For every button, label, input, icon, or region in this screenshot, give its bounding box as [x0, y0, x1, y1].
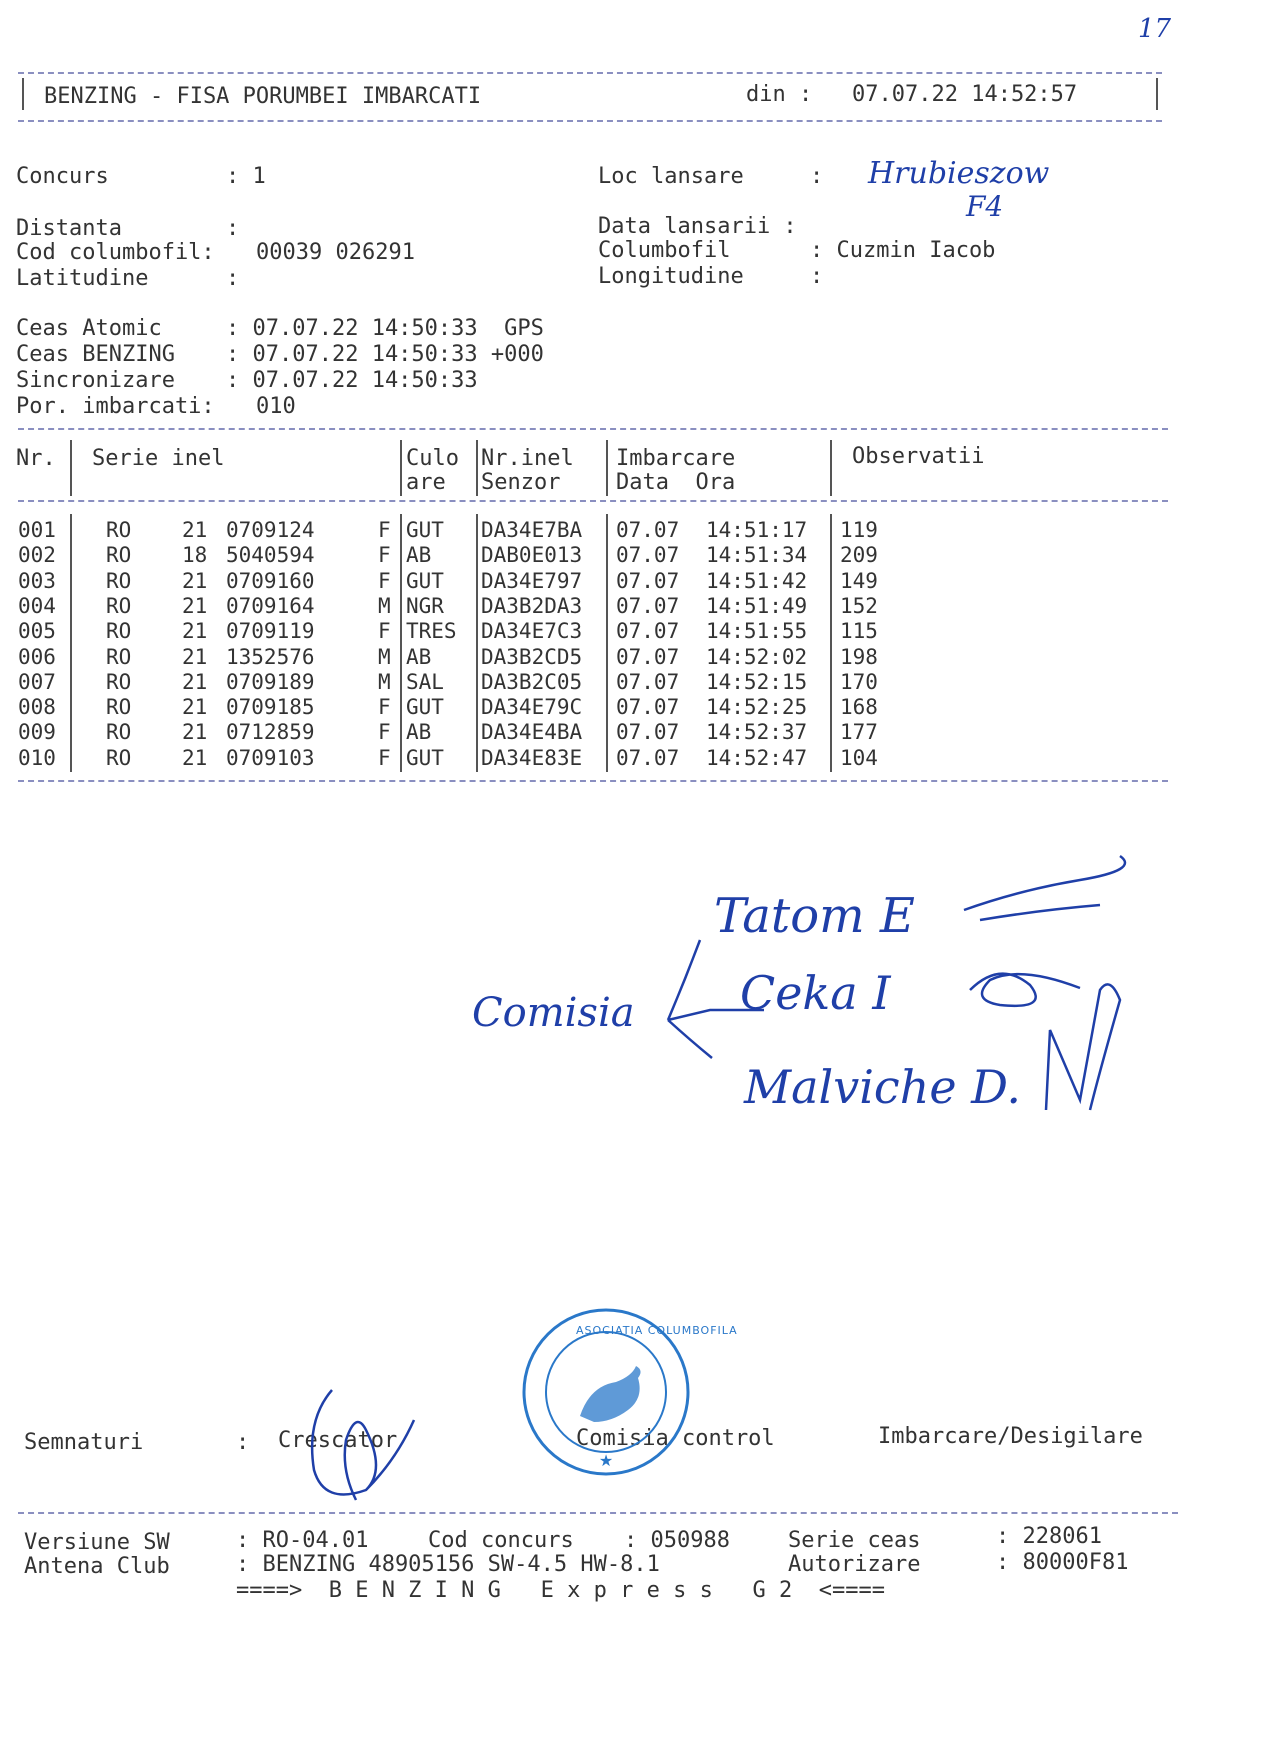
cell-country: RO	[106, 745, 132, 770]
crescator-label: Crescator	[278, 1428, 398, 1453]
cell-year: 21	[182, 644, 208, 669]
latitudine-value: :	[226, 266, 240, 291]
col-header-serie: Serie inel	[92, 446, 225, 471]
cell-time: 14:51:17	[706, 518, 808, 542]
ceas-benzing-value: : 07.07.22 14:50:33 +000	[226, 342, 544, 367]
cell-date: 07.07	[616, 543, 680, 568]
semnaturi-label: Semnaturi	[24, 1430, 144, 1455]
cell-date: 07.07	[616, 669, 680, 694]
columbofil-label: Columbofil	[598, 238, 731, 263]
autorizare-value: : 80000F81	[996, 1550, 1129, 1575]
cell-senzor: DA34E4BA	[481, 720, 583, 745]
commission-member-2: Ceka I	[740, 966, 891, 1020]
cell-obs: 198	[840, 644, 878, 669]
cell-year: 18	[182, 543, 208, 568]
serie-ceas-label: Serie ceas	[788, 1528, 921, 1553]
cell-date: 07.07	[616, 644, 680, 669]
cell-sex: M	[378, 593, 391, 618]
cell-obs: 170	[840, 669, 878, 694]
cell-senzor: DAB0E013	[481, 543, 583, 568]
sincronizare-label: Sincronizare	[16, 368, 175, 393]
semnaturi-sep: :	[236, 1430, 250, 1455]
cell-year: 21	[182, 669, 208, 694]
cell-ring: 0709103	[226, 745, 315, 770]
cell-nr: 009	[18, 720, 56, 745]
cell-date: 07.07	[616, 720, 680, 745]
cell-color: AB	[406, 543, 432, 568]
sincronizare-value: : 07.07.22 14:50:33	[226, 368, 478, 393]
cell-obs: 115	[840, 619, 878, 644]
concurs-label: Concurs	[16, 164, 109, 189]
page-number: 17	[1138, 14, 1172, 44]
commission-bracket-mark	[660, 930, 770, 1060]
cell-date: 07.07	[616, 593, 680, 618]
cod-concurs-label: Cod concurs	[428, 1528, 574, 1553]
cell-date: 07.07	[616, 568, 680, 593]
col-header-observatii: Observatii	[852, 444, 985, 469]
signature-scribble-1	[960, 850, 1130, 930]
distanta-label: Distanta	[16, 216, 122, 241]
cell-date: 07.07	[616, 619, 680, 644]
cell-country: RO	[106, 644, 132, 669]
antena-club-value: : BENZING 48905156 SW-4.5 HW-8.1	[236, 1552, 660, 1577]
cell-senzor: DA34E83E	[481, 745, 583, 770]
col-header-imbarcare-2: Data Ora	[616, 470, 736, 495]
cell-ring: 0709124	[226, 518, 315, 542]
cell-obs: 152	[840, 593, 878, 618]
cell-ring: 0709160	[226, 568, 315, 593]
antena-club-label: Antena Club	[24, 1554, 170, 1579]
cell-date: 07.07	[616, 745, 680, 770]
cell-senzor: DA3B2DA3	[481, 593, 583, 618]
longitudine-label: Longitudine	[598, 264, 744, 289]
col-header-nr: Nr.	[16, 446, 56, 471]
distanta-value: :	[226, 216, 240, 241]
cell-year: 21	[182, 720, 208, 745]
col-header-senzor-1: Nr.inel	[481, 446, 574, 471]
cell-color: NGR	[406, 593, 444, 618]
cell-time: 14:51:55	[706, 619, 808, 644]
cell-sex: F	[378, 720, 391, 745]
cell-sex: F	[378, 745, 391, 770]
cell-senzor: DA3B2CD5	[481, 644, 583, 669]
cell-country: RO	[106, 720, 132, 745]
commission-label: Comisia	[472, 990, 635, 1036]
por-imbarcati-value: 010	[256, 394, 296, 419]
cell-senzor: DA34E7BA	[481, 518, 583, 542]
versiune-sw-value: : RO-04.01	[236, 1528, 369, 1553]
cell-country: RO	[106, 543, 132, 568]
cell-obs: 149	[840, 568, 878, 593]
serie-ceas-value: : 228061	[996, 1524, 1102, 1549]
autorizare-label: Autorizare	[788, 1552, 921, 1577]
cell-time: 14:52:25	[706, 695, 808, 720]
cell-country: RO	[106, 518, 132, 542]
commission-member-3: Malviche D.	[744, 1060, 1022, 1114]
cell-time: 14:51:49	[706, 593, 808, 618]
cell-country: RO	[106, 568, 132, 593]
cell-ring: 0709164	[226, 593, 315, 618]
latitudine-label: Latitudine	[16, 266, 149, 291]
cell-color: GUT	[406, 568, 444, 593]
stamp-text: ASOCIATIA COLUMBOFILA	[576, 1324, 738, 1337]
cell-obs: 177	[840, 720, 878, 745]
cell-time: 14:52:47	[706, 745, 808, 770]
cod-concurs-value: : 050988	[624, 1528, 730, 1553]
cell-nr: 008	[18, 695, 56, 720]
cell-nr: 006	[18, 644, 56, 669]
cell-ring: 5040594	[226, 543, 315, 568]
cell-year: 21	[182, 619, 208, 644]
header-din-label: din :	[746, 82, 813, 107]
cell-obs: 168	[840, 695, 878, 720]
col-header-imbarcare-1: Imbarcare	[616, 446, 736, 471]
longitudine-value: :	[810, 264, 824, 289]
versiune-sw-label: Versiune SW	[24, 1530, 170, 1555]
loc-lansare-sep: :	[810, 164, 824, 189]
cod-columbofil-label: Cod columbofil:	[16, 240, 215, 265]
cell-sex: M	[378, 669, 391, 694]
loc-lansare-label: Loc lansare	[598, 164, 744, 189]
cell-nr: 002	[18, 543, 56, 568]
cell-sex: F	[378, 695, 391, 720]
cell-nr: 001	[18, 518, 56, 542]
cell-color: AB	[406, 720, 432, 745]
cell-senzor: DA34E797	[481, 568, 583, 593]
comisia-control-label: Comisia control	[576, 1426, 775, 1451]
cell-color: GUT	[406, 695, 444, 720]
cell-nr: 010	[18, 745, 56, 770]
cell-country: RO	[106, 593, 132, 618]
benzing-banner: ====> B E N Z I N G E x p r e s s G 2 <====	[236, 1578, 886, 1603]
cell-sex: M	[378, 644, 391, 669]
header-din-value: 07.07.22 14:52:57	[852, 82, 1078, 107]
imbarcare-desigilare-label: Imbarcare/Desigilare	[878, 1424, 1143, 1449]
cell-senzor: DA3B2C05	[481, 669, 583, 694]
cell-country: RO	[106, 619, 132, 644]
cell-nr: 005	[18, 619, 56, 644]
ceas-atomic-value: : 07.07.22 14:50:33 GPS	[226, 316, 544, 341]
cell-color: GUT	[406, 745, 444, 770]
cell-sex: F	[378, 568, 391, 593]
cell-ring: 0709185	[226, 695, 315, 720]
cell-sex: F	[378, 619, 391, 644]
cell-obs: 104	[840, 745, 878, 770]
cell-ring: 0709119	[226, 619, 315, 644]
cell-year: 21	[182, 593, 208, 618]
cell-obs: 119	[840, 518, 878, 542]
col-header-culoare-1: Culo	[406, 446, 459, 471]
cell-color: SAL	[406, 669, 444, 694]
cell-nr: 004	[18, 593, 56, 618]
cell-year: 21	[182, 695, 208, 720]
cell-time: 14:52:02	[706, 644, 808, 669]
cell-year: 21	[182, 518, 208, 542]
data-lansarii-label: Data lansarii :	[598, 214, 797, 239]
cell-ring: 0709189	[226, 669, 315, 694]
cell-time: 14:52:37	[706, 720, 808, 745]
col-header-culoare-2: are	[406, 470, 446, 495]
cell-senzor: DA34E7C3	[481, 619, 583, 644]
cell-year: 21	[182, 745, 208, 770]
club-stamp	[520, 1306, 738, 1478]
cell-nr: 003	[18, 568, 56, 593]
cell-country: RO	[106, 695, 132, 720]
cell-nr: 007	[18, 669, 56, 694]
cell-color: AB	[406, 644, 432, 669]
cell-country: RO	[106, 669, 132, 694]
cell-obs: 209	[840, 543, 878, 568]
ceas-atomic-label: Ceas Atomic	[16, 316, 162, 341]
cell-time: 14:51:42	[706, 568, 808, 593]
cell-sex: F	[378, 543, 391, 568]
cell-color: GUT	[406, 518, 444, 542]
svg-text:★: ★	[598, 1451, 614, 1470]
concurs-value: : 1	[226, 164, 266, 189]
cell-senzor: DA34E79C	[481, 695, 583, 720]
crescator-signature	[296, 1380, 426, 1510]
por-imbarcati-label: Por. imbarcati:	[16, 394, 215, 419]
document-title: BENZING - FISA PORUMBEI IMBARCATI	[44, 84, 482, 109]
signature-scribble-3	[1040, 970, 1130, 1120]
cell-time: 14:52:15	[706, 669, 808, 694]
cod-columbofil-value: 00039 026291	[256, 240, 415, 265]
cell-sex: F	[378, 518, 391, 542]
cell-color: TRES	[406, 619, 457, 644]
ceas-benzing-label: Ceas BENZING	[16, 342, 175, 367]
cell-date: 07.07	[616, 518, 680, 542]
commission-member-1: Tatom E	[714, 888, 915, 944]
col-header-senzor-2: Senzor	[481, 470, 561, 495]
loc-lansare-handwritten: Hrubieszow	[868, 156, 1050, 191]
cell-time: 14:51:34	[706, 543, 808, 568]
loc-lansare-handwritten-2: F4	[966, 190, 1004, 223]
columbofil-value: : Cuzmin Iacob	[810, 238, 996, 263]
cell-ring: 0712859	[226, 720, 315, 745]
cell-ring: 1352576	[226, 644, 315, 669]
cell-year: 21	[182, 568, 208, 593]
cell-date: 07.07	[616, 695, 680, 720]
